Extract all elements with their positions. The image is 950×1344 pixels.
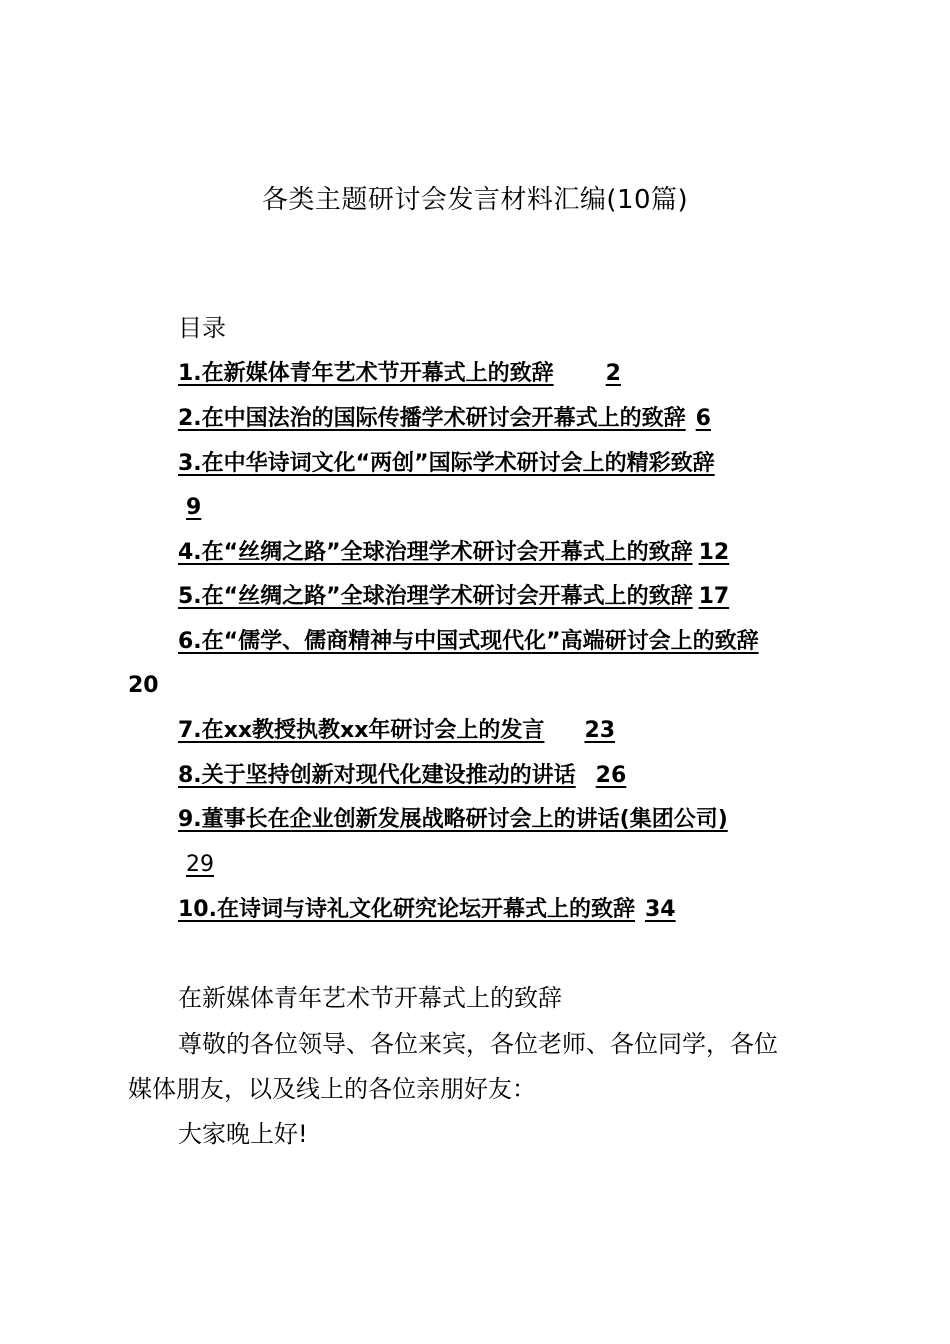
- toc-entry-9-page-link[interactable]: [128, 852, 214, 877]
- toc-entry-2[interactable]: [178, 402, 711, 436]
- toc-entry-4-link[interactable]: [178, 540, 729, 565]
- toc-entry-page: 9: [186, 495, 202, 520]
- toc-entry-3[interactable]: [178, 447, 715, 481]
- salutation-line-1: 尊敬的各位领导、各位来宾，各位老师、各位同学，各位: [178, 1030, 778, 1058]
- toc-entry-page: 12: [698, 540, 730, 565]
- section-title: 在新媒体青年艺术节开幕式上的致辞: [178, 984, 562, 1012]
- toc-entry-text: 2.在中国法治的国际传播学术研讨会开幕式上的致辞: [178, 406, 686, 431]
- toc-entry-page: 34: [644, 897, 676, 922]
- toc-entry-page: 20: [128, 673, 159, 698]
- toc-entry-3-link[interactable]: [178, 451, 715, 476]
- toc-entry-page: 26: [595, 763, 627, 788]
- toc-entry-2-link[interactable]: [178, 406, 711, 431]
- toc-entry-9-page-line[interactable]: [128, 848, 214, 882]
- toc-entry-text: 10.在诗词与诗礼文化研究论坛开幕式上的致辞: [178, 897, 635, 922]
- toc-entry-page: 29: [186, 852, 214, 877]
- toc-entry-6[interactable]: [178, 625, 759, 659]
- toc-entry-8[interactable]: [178, 759, 626, 793]
- toc-entry-3-page-link[interactable]: [128, 495, 201, 520]
- toc-entry-6-page-line[interactable]: [128, 669, 159, 703]
- document-title: 各类主题研讨会发言材料汇编(10篇): [261, 185, 689, 215]
- toc-entry-1-link[interactable]: [178, 361, 621, 386]
- toc-entry-text: 6.在“儒学、儒商精神与中国式现代化”高端研讨会上的致辞: [178, 629, 759, 654]
- toc-entry-text: 5.在“丝绸之路”全球治理学术研讨会开幕式上的致辞: [178, 584, 693, 609]
- toc-entry-text: 7.在xx教授执教xx年研讨会上的发言: [178, 718, 545, 743]
- toc-entry-text: 9.董事长在企业创新发展战略研讨会上的讲话(集团公司): [178, 807, 728, 832]
- toc-entry-3-page-line[interactable]: [128, 491, 201, 525]
- toc-entry-7[interactable]: [178, 714, 615, 748]
- toc-entry-4[interactable]: [178, 536, 729, 570]
- toc-entry-5-link[interactable]: [178, 584, 729, 609]
- salutation-line-2: 媒体朋友，以及线上的各位亲朋好友：: [128, 1075, 536, 1103]
- toc-entry-text: 3.在中华诗词文化“两创”国际学术研讨会上的精彩致辞: [178, 451, 715, 476]
- toc-entry-10-link[interactable]: [178, 897, 676, 922]
- toc-entry-8-link[interactable]: [178, 763, 626, 788]
- toc-heading: 目录: [178, 314, 226, 342]
- toc-entry-text: 4.在“丝绸之路”全球治理学术研讨会开幕式上的致辞: [178, 540, 693, 565]
- toc-entry-page: 6: [695, 406, 711, 431]
- toc-entry-page: 2: [605, 361, 621, 386]
- toc-entry-text: 8.关于坚持创新对现代化建设推动的讲话: [178, 763, 576, 788]
- toc-entry-text: 1.在新媒体青年艺术节开幕式上的致辞: [178, 361, 554, 386]
- toc-entry-page: 23: [584, 718, 616, 743]
- toc-entry-9-link[interactable]: [178, 807, 728, 832]
- toc-entry-10[interactable]: [178, 893, 676, 927]
- toc-entry-1[interactable]: [178, 357, 621, 391]
- greeting: 大家晚上好!: [178, 1120, 308, 1148]
- toc-entry-page: 17: [698, 584, 730, 609]
- toc-entry-6-link[interactable]: [178, 629, 759, 654]
- toc-entry-9[interactable]: [178, 803, 728, 837]
- toc-entry-7-link[interactable]: [178, 718, 615, 743]
- toc-entry-5[interactable]: [178, 580, 729, 614]
